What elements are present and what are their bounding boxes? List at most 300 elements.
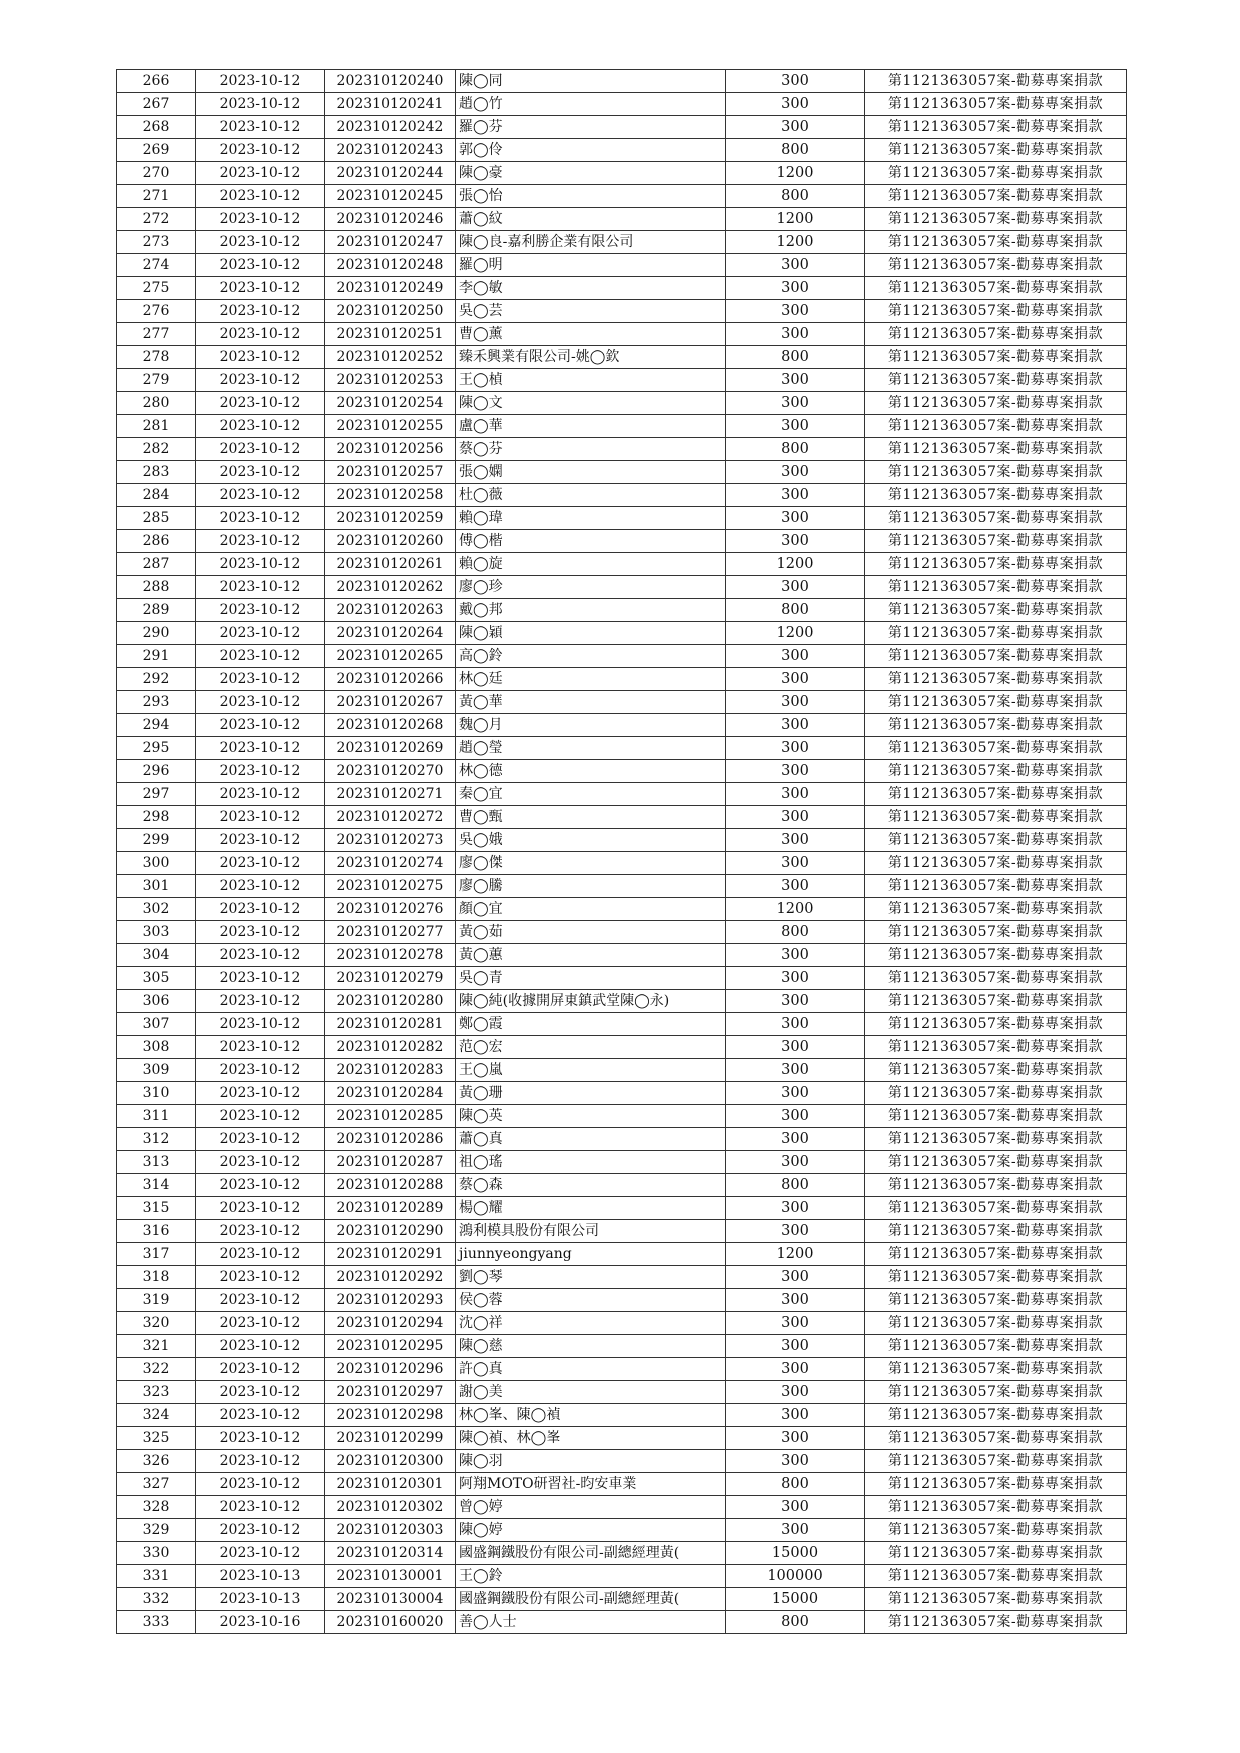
receipt-number-cell: 202310120269 [325,737,456,760]
purpose-cell: 第1121363057案-勸募專案捐款 [865,1174,1127,1197]
table-row [117,277,1127,300]
donor-name-cell: 賴◯旋 [456,553,726,576]
date-cell: 2023-10-12 [196,1289,325,1312]
purpose-cell: 第1121363057案-勸募專案捐款 [865,1151,1127,1174]
row-number-cell: 301 [117,875,196,898]
donor-name-cell: jiunnyeongyang [456,1243,726,1266]
amount-cell: 1200 [726,553,865,576]
amount-cell: 300 [726,875,865,898]
table-row [117,1036,1127,1059]
purpose-cell: 第1121363057案-勸募專案捐款 [865,1128,1127,1151]
date-cell: 2023-10-12 [196,760,325,783]
amount-cell: 300 [726,1312,865,1335]
row-number-cell: 293 [117,691,196,714]
amount-cell: 300 [726,277,865,300]
donor-name-cell: 陳◯豪 [456,162,726,185]
table-row [117,1220,1127,1243]
table-row [117,622,1127,645]
row-number-cell: 326 [117,1450,196,1473]
donor-name-cell: 羅◯明 [456,254,726,277]
date-cell: 2023-10-13 [196,1588,325,1611]
amount-cell: 300 [726,507,865,530]
amount-cell: 1200 [726,231,865,254]
row-number-cell: 287 [117,553,196,576]
date-cell: 2023-10-12 [196,783,325,806]
table-row [117,783,1127,806]
date-cell: 2023-10-12 [196,116,325,139]
date-cell: 2023-10-12 [196,944,325,967]
purpose-cell: 第1121363057案-勸募專案捐款 [865,1404,1127,1427]
amount-cell: 300 [726,1128,865,1151]
ledger-body [117,70,1127,1634]
table-row [117,1243,1127,1266]
table-row [117,1450,1127,1473]
donor-name-cell: 黃◯蕙 [456,944,726,967]
donor-name-cell: 陳◯穎 [456,622,726,645]
row-number-cell: 307 [117,1013,196,1036]
table-row [117,1335,1127,1358]
donor-name-cell: 林◯廷 [456,668,726,691]
amount-cell: 800 [726,1174,865,1197]
amount-cell: 300 [726,415,865,438]
row-number-cell: 270 [117,162,196,185]
table-row [117,1588,1127,1611]
table-row [117,1542,1127,1565]
donor-name-cell: 陳◯同 [456,70,726,93]
purpose-cell: 第1121363057案-勸募專案捐款 [865,185,1127,208]
date-cell: 2023-10-12 [196,1082,325,1105]
donor-name-cell: 陳◯羽 [456,1450,726,1473]
table-row [117,668,1127,691]
receipt-number-cell: 202310120242 [325,116,456,139]
receipt-number-cell: 202310120247 [325,231,456,254]
row-number-cell: 319 [117,1289,196,1312]
row-number-cell: 300 [117,852,196,875]
row-number-cell: 281 [117,415,196,438]
row-number-cell: 311 [117,1105,196,1128]
table-row [117,1013,1127,1036]
receipt-number-cell: 202310120286 [325,1128,456,1151]
purpose-cell: 第1121363057案-勸募專案捐款 [865,852,1127,875]
purpose-cell: 第1121363057案-勸募專案捐款 [865,1358,1127,1381]
purpose-cell: 第1121363057案-勸募專案捐款 [865,990,1127,1013]
purpose-cell: 第1121363057案-勸募專案捐款 [865,93,1127,116]
table-row [117,323,1127,346]
donor-name-cell: 林◯峯、陳◯禎 [456,1404,726,1427]
donor-name-cell: 范◯宏 [456,1036,726,1059]
purpose-cell: 第1121363057案-勸募專案捐款 [865,944,1127,967]
table-row [117,208,1127,231]
purpose-cell: 第1121363057案-勸募專案捐款 [865,714,1127,737]
row-number-cell: 272 [117,208,196,231]
donor-name-cell: 蕭◯紋 [456,208,726,231]
receipt-number-cell: 202310120300 [325,1450,456,1473]
receipt-number-cell: 202310120267 [325,691,456,714]
row-number-cell: 310 [117,1082,196,1105]
table-row [117,852,1127,875]
donor-name-cell: 黃◯華 [456,691,726,714]
amount-cell: 300 [726,645,865,668]
receipt-number-cell: 202310120266 [325,668,456,691]
purpose-cell: 第1121363057案-勸募專案捐款 [865,70,1127,93]
date-cell: 2023-10-12 [196,898,325,921]
date-cell: 2023-10-12 [196,691,325,714]
table-row [117,806,1127,829]
table-row [117,737,1127,760]
purpose-cell: 第1121363057案-勸募專案捐款 [865,1105,1127,1128]
table-row [117,1174,1127,1197]
receipt-number-cell: 202310120271 [325,783,456,806]
row-number-cell: 295 [117,737,196,760]
amount-cell: 300 [726,806,865,829]
table-row [117,1266,1127,1289]
amount-cell: 15000 [726,1542,865,1565]
row-number-cell: 308 [117,1036,196,1059]
donor-name-cell: 王◯楨 [456,369,726,392]
date-cell: 2023-10-12 [196,1036,325,1059]
donor-name-cell: 秦◯宜 [456,783,726,806]
row-number-cell: 267 [117,93,196,116]
date-cell: 2023-10-12 [196,1473,325,1496]
amount-cell: 300 [726,116,865,139]
date-cell: 2023-10-12 [196,599,325,622]
table-row [117,1128,1127,1151]
row-number-cell: 331 [117,1565,196,1588]
receipt-number-cell: 202310120246 [325,208,456,231]
row-number-cell: 273 [117,231,196,254]
table-row [117,875,1127,898]
table-row [117,369,1127,392]
row-number-cell: 271 [117,185,196,208]
row-number-cell: 329 [117,1519,196,1542]
row-number-cell: 322 [117,1358,196,1381]
amount-cell: 1200 [726,162,865,185]
table-row [117,231,1127,254]
amount-cell: 300 [726,737,865,760]
row-number-cell: 305 [117,967,196,990]
donor-name-cell: 黃◯珊 [456,1082,726,1105]
donor-name-cell: 吳◯芸 [456,300,726,323]
row-number-cell: 323 [117,1381,196,1404]
receipt-number-cell: 202310120291 [325,1243,456,1266]
purpose-cell: 第1121363057案-勸募專案捐款 [865,1289,1127,1312]
amount-cell: 300 [726,576,865,599]
date-cell: 2023-10-12 [196,93,325,116]
date-cell: 2023-10-16 [196,1611,325,1634]
receipt-number-cell: 202310120294 [325,1312,456,1335]
date-cell: 2023-10-12 [196,921,325,944]
donor-name-cell: 盧◯華 [456,415,726,438]
receipt-number-cell: 202310120261 [325,553,456,576]
purpose-cell: 第1121363057案-勸募專案捐款 [865,277,1127,300]
table-row [117,93,1127,116]
table-row [117,116,1127,139]
row-number-cell: 330 [117,1542,196,1565]
row-number-cell: 304 [117,944,196,967]
receipt-number-cell: 202310120302 [325,1496,456,1519]
table-row [117,691,1127,714]
date-cell: 2023-10-12 [196,346,325,369]
amount-cell: 300 [726,990,865,1013]
purpose-cell: 第1121363057案-勸募專案捐款 [865,530,1127,553]
receipt-number-cell: 202310120272 [325,806,456,829]
row-number-cell: 288 [117,576,196,599]
receipt-number-cell: 202310120253 [325,369,456,392]
donor-name-cell: 黃◯茹 [456,921,726,944]
row-number-cell: 268 [117,116,196,139]
table-row [117,300,1127,323]
receipt-number-cell: 202310130004 [325,1588,456,1611]
donor-name-cell: 國盛鋼鐵股份有限公司-副總經理黃( [456,1588,726,1611]
donor-name-cell: 王◯鈴 [456,1565,726,1588]
receipt-number-cell: 202310120259 [325,507,456,530]
date-cell: 2023-10-12 [196,254,325,277]
document-page [116,69,1126,1634]
amount-cell: 300 [726,369,865,392]
date-cell: 2023-10-12 [196,553,325,576]
donor-name-cell: 李◯敏 [456,277,726,300]
table-row [117,944,1127,967]
amount-cell: 300 [726,691,865,714]
date-cell: 2023-10-12 [196,1519,325,1542]
purpose-cell: 第1121363057案-勸募專案捐款 [865,507,1127,530]
receipt-number-cell: 202310160020 [325,1611,456,1634]
purpose-cell: 第1121363057案-勸募專案捐款 [865,875,1127,898]
purpose-cell: 第1121363057案-勸募專案捐款 [865,415,1127,438]
receipt-number-cell: 202310120289 [325,1197,456,1220]
date-cell: 2023-10-12 [196,967,325,990]
donor-name-cell: 吳◯青 [456,967,726,990]
receipt-number-cell: 202310120299 [325,1427,456,1450]
date-cell: 2023-10-12 [196,1197,325,1220]
purpose-cell: 第1121363057案-勸募專案捐款 [865,1588,1127,1611]
table-row [117,990,1127,1013]
table-row [117,484,1127,507]
purpose-cell: 第1121363057案-勸募專案捐款 [865,1335,1127,1358]
row-number-cell: 289 [117,599,196,622]
amount-cell: 300 [726,254,865,277]
purpose-cell: 第1121363057案-勸募專案捐款 [865,645,1127,668]
donor-name-cell: 陳◯英 [456,1105,726,1128]
receipt-number-cell: 202310120243 [325,139,456,162]
donor-name-cell: 侯◯蓉 [456,1289,726,1312]
donor-name-cell: 戴◯邦 [456,599,726,622]
date-cell: 2023-10-12 [196,323,325,346]
table-row [117,438,1127,461]
purpose-cell: 第1121363057案-勸募專案捐款 [865,438,1127,461]
row-number-cell: 297 [117,783,196,806]
date-cell: 2023-10-12 [196,461,325,484]
table-row [117,1312,1127,1335]
receipt-number-cell: 202310120249 [325,277,456,300]
table-row [117,185,1127,208]
receipt-number-cell: 202310120275 [325,875,456,898]
donor-name-cell: 張◯嫻 [456,461,726,484]
amount-cell: 300 [726,1059,865,1082]
purpose-cell: 第1121363057案-勸募專案捐款 [865,323,1127,346]
amount-cell: 1200 [726,622,865,645]
donor-name-cell: 陳◯慈 [456,1335,726,1358]
receipt-number-cell: 202310120280 [325,990,456,1013]
purpose-cell: 第1121363057案-勸募專案捐款 [865,1197,1127,1220]
receipt-number-cell: 202310120279 [325,967,456,990]
purpose-cell: 第1121363057案-勸募專案捐款 [865,346,1127,369]
row-number-cell: 284 [117,484,196,507]
row-number-cell: 269 [117,139,196,162]
table-row [117,346,1127,369]
date-cell: 2023-10-12 [196,1381,325,1404]
purpose-cell: 第1121363057案-勸募專案捐款 [865,254,1127,277]
date-cell: 2023-10-12 [196,277,325,300]
table-row [117,553,1127,576]
receipt-number-cell: 202310120301 [325,1473,456,1496]
receipt-number-cell: 202310120264 [325,622,456,645]
amount-cell: 800 [726,139,865,162]
table-row [117,162,1127,185]
purpose-cell: 第1121363057案-勸募專案捐款 [865,1266,1127,1289]
row-number-cell: 294 [117,714,196,737]
table-row [117,1473,1127,1496]
row-number-cell: 318 [117,1266,196,1289]
amount-cell: 800 [726,1473,865,1496]
purpose-cell: 第1121363057案-勸募專案捐款 [865,1427,1127,1450]
receipt-number-cell: 202310120240 [325,70,456,93]
receipt-number-cell: 202310120276 [325,898,456,921]
purpose-cell: 第1121363057案-勸募專案捐款 [865,1036,1127,1059]
receipt-number-cell: 202310120244 [325,162,456,185]
receipt-number-cell: 202310120268 [325,714,456,737]
donor-name-cell: 國盛鋼鐵股份有限公司-副總經理黃( [456,1542,726,1565]
row-number-cell: 299 [117,829,196,852]
receipt-number-cell: 202310120314 [325,1542,456,1565]
receipt-number-cell: 202310120293 [325,1289,456,1312]
date-cell: 2023-10-12 [196,231,325,254]
row-number-cell: 275 [117,277,196,300]
table-row [117,1082,1127,1105]
date-cell: 2023-10-12 [196,415,325,438]
table-row [117,714,1127,737]
date-cell: 2023-10-12 [196,1404,325,1427]
row-number-cell: 296 [117,760,196,783]
donor-name-cell: 阿翔MOTO研習社-昀安車業 [456,1473,726,1496]
table-row [117,576,1127,599]
donor-name-cell: 陳◯良-嘉利勝企業有限公司 [456,231,726,254]
receipt-number-cell: 202310120277 [325,921,456,944]
date-cell: 2023-10-12 [196,1427,325,1450]
amount-cell: 800 [726,921,865,944]
purpose-cell: 第1121363057案-勸募專案捐款 [865,668,1127,691]
row-number-cell: 291 [117,645,196,668]
row-number-cell: 292 [117,668,196,691]
amount-cell: 300 [726,1266,865,1289]
table-row [117,1565,1127,1588]
receipt-number-cell: 202310120263 [325,599,456,622]
purpose-cell: 第1121363057案-勸募專案捐款 [865,369,1127,392]
row-number-cell: 316 [117,1220,196,1243]
date-cell: 2023-10-12 [196,1335,325,1358]
receipt-number-cell: 202310120297 [325,1381,456,1404]
amount-cell: 300 [726,783,865,806]
row-number-cell: 278 [117,346,196,369]
purpose-cell: 第1121363057案-勸募專案捐款 [865,1082,1127,1105]
amount-cell: 300 [726,1105,865,1128]
date-cell: 2023-10-12 [196,875,325,898]
table-row [117,530,1127,553]
table-row [117,1611,1127,1634]
date-cell: 2023-10-12 [196,484,325,507]
donor-name-cell: 趙◯竹 [456,93,726,116]
table-row [117,1404,1127,1427]
table-row [117,898,1127,921]
purpose-cell: 第1121363057案-勸募專案捐款 [865,783,1127,806]
row-number-cell: 277 [117,323,196,346]
date-cell: 2023-10-12 [196,852,325,875]
donor-name-cell: 曹◯甄 [456,806,726,829]
table-row [117,1197,1127,1220]
date-cell: 2023-10-12 [196,1243,325,1266]
donor-name-cell: 蔡◯森 [456,1174,726,1197]
table-row [117,461,1127,484]
amount-cell: 300 [726,1013,865,1036]
receipt-number-cell: 202310120283 [325,1059,456,1082]
table-row [117,1059,1127,1082]
donor-name-cell: 吳◯娥 [456,829,726,852]
receipt-number-cell: 202310120287 [325,1151,456,1174]
date-cell: 2023-10-12 [196,806,325,829]
amount-cell: 300 [726,714,865,737]
table-row [117,967,1127,990]
date-cell: 2023-10-12 [196,645,325,668]
purpose-cell: 第1121363057案-勸募專案捐款 [865,392,1127,415]
amount-cell: 300 [726,668,865,691]
donor-name-cell: 陳◯文 [456,392,726,415]
row-number-cell: 328 [117,1496,196,1519]
amount-cell: 300 [726,1151,865,1174]
date-cell: 2023-10-12 [196,70,325,93]
purpose-cell: 第1121363057案-勸募專案捐款 [865,576,1127,599]
receipt-number-cell: 202310120282 [325,1036,456,1059]
receipt-number-cell: 202310120248 [325,254,456,277]
receipt-number-cell: 202310120303 [325,1519,456,1542]
purpose-cell: 第1121363057案-勸募專案捐款 [865,208,1127,231]
donor-name-cell: 曾◯婷 [456,1496,726,1519]
amount-cell: 800 [726,346,865,369]
donor-name-cell: 郭◯伶 [456,139,726,162]
table-row [117,921,1127,944]
purpose-cell: 第1121363057案-勸募專案捐款 [865,553,1127,576]
receipt-number-cell: 202310120262 [325,576,456,599]
amount-cell: 300 [726,300,865,323]
purpose-cell: 第1121363057案-勸募專案捐款 [865,829,1127,852]
purpose-cell: 第1121363057案-勸募專案捐款 [865,691,1127,714]
donor-name-cell: 鄭◯霞 [456,1013,726,1036]
row-number-cell: 320 [117,1312,196,1335]
date-cell: 2023-10-12 [196,392,325,415]
row-number-cell: 274 [117,254,196,277]
amount-cell: 300 [726,461,865,484]
amount-cell: 300 [726,1197,865,1220]
receipt-number-cell: 202310120254 [325,392,456,415]
purpose-cell: 第1121363057案-勸募專案捐款 [865,1381,1127,1404]
receipt-number-cell: 202310120295 [325,1335,456,1358]
date-cell: 2023-10-13 [196,1565,325,1588]
receipt-number-cell: 202310120292 [325,1266,456,1289]
row-number-cell: 290 [117,622,196,645]
date-cell: 2023-10-12 [196,1128,325,1151]
donor-name-cell: 善◯人士 [456,1611,726,1634]
receipt-number-cell: 202310120274 [325,852,456,875]
purpose-cell: 第1121363057案-勸募專案捐款 [865,1450,1127,1473]
